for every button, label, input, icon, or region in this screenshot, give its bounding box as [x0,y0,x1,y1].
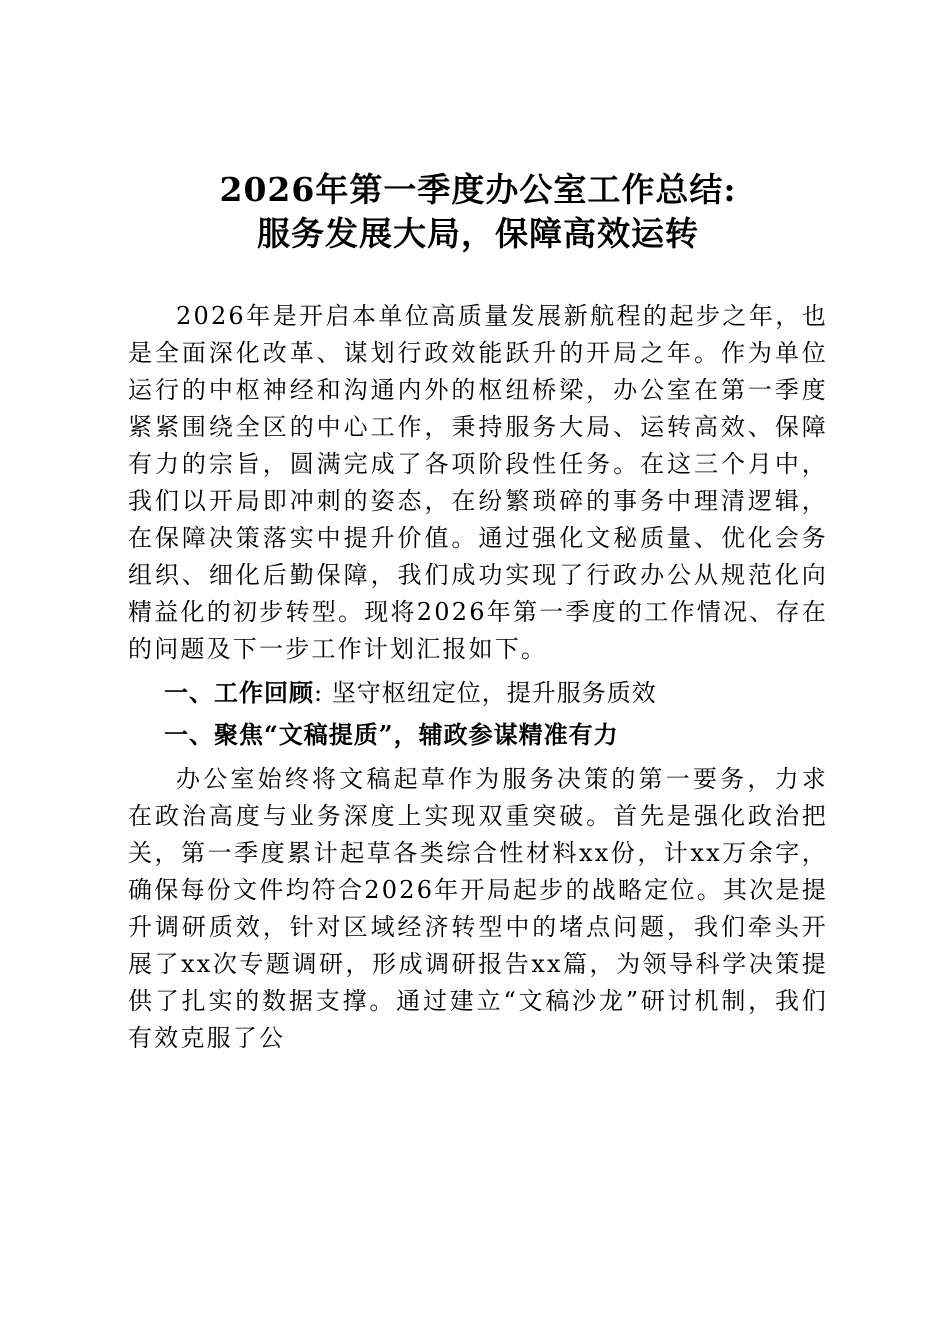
subsection-heading-1: 一、聚焦“文稿提质”，辅政参谋精准有力 [164,720,619,749]
section-heading-1 [128,674,828,712]
section-heading-text: : 坚守枢纽定位，提升服务质效 [314,679,657,707]
body-paragraph-1: 办公室始终将文稿起草作为服务决策的第一要务，力求在政治高度与业务深度上实现双重突破。首先是强化政治把关，第一季度累计起草各类综合性材料xx份，计xx万余字，确保每份文件均符合2026年开局起步的战略定位。其次是提升调研质效，针对区域经济转型中的堵点问题，我们牵头开展了xx次专题调研，形成调研报告xx篇，为领导科学决策提供了扎实的数据支撑。通过建立“文稿沙龙”研讨机制，我们有效克服了公 [128,765,828,1052]
document-page [128,168,828,1057]
intro-paragraph: 2026年是开启本单位高质量发展新航程的起步之年，也是全面深化改革、谋划行政效能跃升的开局之年。作为单位运行的中枢神经和沟通内外的枢纽桥梁，办公室在第一季度紧紧围绕全区的中心工作，秉持服务大局、运转高效、保障有力的宗旨，圆满完成了各项阶段性任务。在这三个月中，我们以开局即冲刺的姿态，在纷繁琐碎的事务中理清逻辑，在保障决策落实中提升价值。通过强化文秘质量、优化会务组织、细化后勤保障，我们成功实现了行政办公从规范化向精益化的初步转型。现将2026年第一季度的工作情况、存在的问题及下一步工作计划汇报如下。 [128,302,828,663]
title-line-1: 2026年第一季度办公室工作总结: [219,170,737,209]
title-line-2: 服务发展大局，保障高效运转 [257,214,699,253]
document-title [128,168,828,256]
section-heading-label: 一、工作回顾 [164,678,314,707]
